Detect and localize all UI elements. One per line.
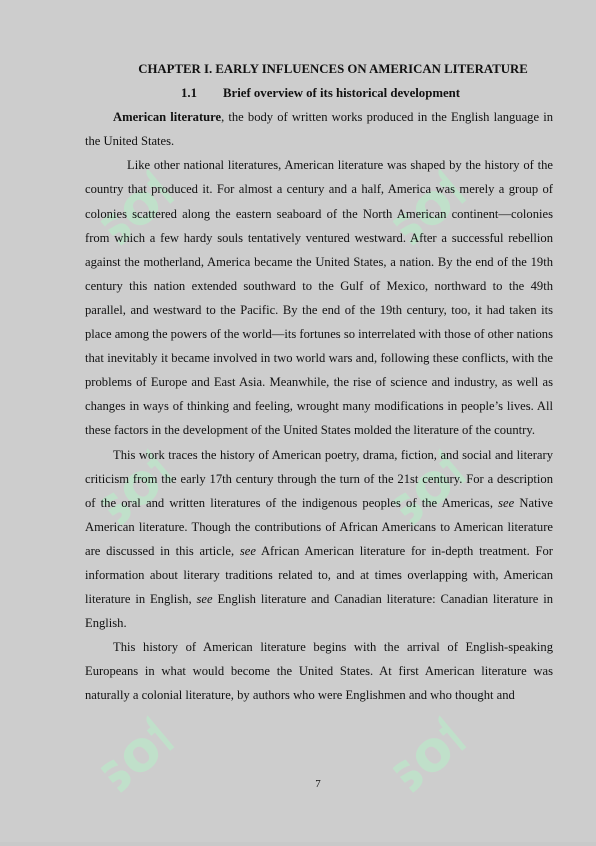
paragraph-beginnings: This history of American literature begins with the arrival of English-speaking Europeans in what would become the United States. At first American literature was naturally a colonial literature, by authors who were Englishmen and who thought and — [85, 640, 553, 703]
section-number: 1.1 — [181, 86, 197, 101]
section-title: Brief overview of its historical development — [223, 86, 461, 101]
link-native-american-literature: Native American literature. Though the contributions of African Americans to American literature are discussed in this article, — [85, 495, 553, 558]
svg-text:sof: sof — [369, 699, 486, 812]
svg-text:sof: sof — [77, 432, 194, 545]
svg-text:sof: sof — [369, 152, 486, 265]
paragraph-intro — [85, 105, 553, 153]
svg-text:sof: sof — [77, 152, 194, 265]
page-body — [85, 57, 553, 708]
svg-text:sof: sof — [369, 432, 486, 545]
paragraph-history: Like other national literatures, American literature was shaped by the history of the country that produced it. For almost a century and a half, America was merely a group of colonies scattered along the eastern seaboard of the North American continent—colonies from which a few hardy souls tentatively ventured westward. After a successful rebellion against the motherland, America became the United States, a nation. By the end of the 19th century this nation extended southward to the Gulf of Mexico, northward to the 49th parallel, and westward to the Pacific. By the end of the 19th century, too, it had taken its place among the powers of the world—its fortunes so interrelated with those of other nations that inevitably it became involved in two world wars and, following these conflicts, with the problems of Europe and East Asia. Meanwhile, the rise of science and industry, as well as changes in ways of thinking and feeling, wrought many modifications in people’s lives. All these factors in the development of the United States molded the literature of the country. — [85, 158, 553, 438]
intro-rest: , the body of written works produced in the English language in the United States. — [85, 110, 553, 149]
link-english-canadian-literature: English literature and Canadian literature: Canadian literature in English. — [85, 592, 553, 631]
page-number: 7 — [315, 778, 321, 790]
term-american-literature: American literature — [113, 110, 222, 125]
section-heading — [85, 81, 553, 105]
svg-text:sof: sof — [77, 699, 194, 812]
paragraph-scope: This work traces the history of American poetry, drama, fiction, and social and literary criticism from the early 17th century through the turn of the 21st century. For a description of the oral and written literatures of the indigenous peoples of the Americas, see Native American literature. Though the contributions of African Americans to American literature are discussed in this article, see African American literature for in-depth treatment. For information about literary traditions related to, and at times overlapping with, American literature in English, see English literature and Canadian literature: Canadian literature in English. — [85, 447, 553, 631]
link-african-american-literature: African American literature for in-depth treatment. For information about literary traditions related to, and at times overlapping with, American literature in English, — [85, 543, 553, 607]
chapter-title: CHAPTER I. EARLY INFLUENCES ON AMERICAN LITERATURE — [138, 62, 528, 76]
